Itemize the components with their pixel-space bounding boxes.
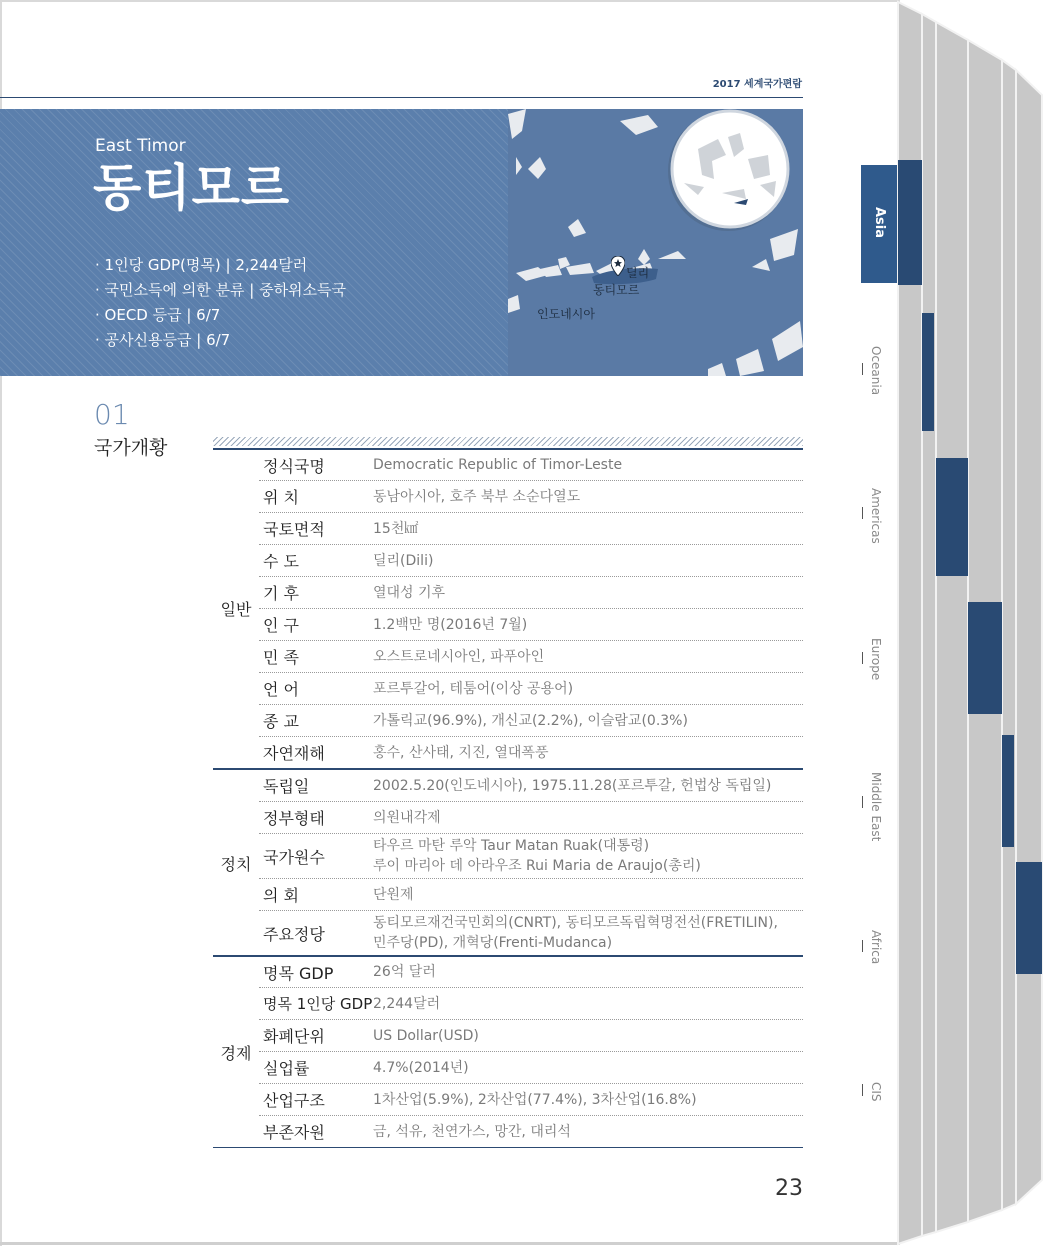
table-row [259, 577, 803, 609]
page-number: 23 [775, 1176, 803, 1201]
fact-item: · 국민소득에 의한 분류 | 중하위소득국 [95, 281, 347, 299]
row-key: 수 도 [263, 552, 299, 571]
table-row [259, 1020, 803, 1052]
row-value: 홍수, 산사태, 지진, 열대폭풍 [373, 744, 549, 761]
table-group-politics [213, 768, 803, 955]
section-title: 국가개황 [94, 437, 168, 459]
row-value: 단원제 [373, 886, 414, 903]
row-value: 2002.5.20(인도네시아), 1975.11.28(포르투갈, 헌법상 독립일) [373, 777, 772, 794]
table-row [259, 481, 803, 513]
row-value: 포르투갈어, 테툼어(이상 공용어) [373, 680, 574, 697]
table-bottom-rule [213, 1147, 803, 1148]
section-hatch-rule [213, 437, 803, 446]
table-row [259, 513, 803, 545]
location-map [508, 109, 803, 376]
row-key: 국토면적 [263, 520, 325, 539]
group-label: 일반 [220, 600, 252, 619]
tab-cis[interactable]: CIS [869, 1082, 883, 1102]
row-key: 산업구조 [263, 1091, 325, 1110]
header-rule [0, 97, 803, 98]
table-row [259, 705, 803, 737]
row-key: 화폐단위 [263, 1027, 325, 1046]
row-value-line: 민주당(PD), 개혁당(Frenti-Mudanca) [373, 935, 613, 951]
row-value: 오스트로네시아인, 파푸아인 [373, 648, 545, 665]
row-key: 자연재해 [263, 744, 325, 763]
table-row [259, 1084, 803, 1116]
table-row [259, 879, 803, 911]
row-key: 종 교 [263, 712, 299, 731]
row-key: 명목 1인당 GDP [263, 995, 373, 1013]
row-value: 4.7%(2014년) [373, 1059, 469, 1076]
row-key: 부존자원 [263, 1123, 325, 1142]
tab-label: Asia [872, 207, 887, 239]
row-value: 2,244달러 [373, 995, 441, 1012]
tab-tick [862, 507, 863, 519]
map-label-capital: 딜리 [626, 266, 650, 280]
row-key: 실업률 [263, 1059, 310, 1078]
country-name-ko: 동티모르 [93, 159, 291, 217]
row-key: 국가원수 [263, 847, 325, 867]
row-key: 민 족 [263, 648, 299, 667]
overview-table [213, 448, 803, 1148]
row-value [373, 913, 803, 953]
row-value-line: 루이 마리아 데 아라우조 Rui Maria de Araujo(총리) [373, 858, 701, 874]
map-label-country: 동티모르 [593, 283, 640, 297]
fact-item: · 공사신용등급 | 6/7 [95, 331, 231, 349]
running-head: 2017 세계국가편람 [712, 79, 802, 90]
page-border [0, 0, 900, 2]
fact-item: · 1인당 GDP(명목) | 2,244달러 [95, 256, 308, 274]
tab-oceania[interactable]: Oceania [869, 346, 883, 396]
section-number: 01 [94, 398, 130, 431]
map-label-neighbor: 인도네시아 [537, 307, 595, 321]
row-value: 1.2백만 명(2016년 7월) [373, 616, 528, 633]
row-key: 언 어 [263, 680, 299, 699]
row-key: 인 구 [263, 616, 299, 635]
row-value: 의원내각제 [373, 809, 441, 826]
tab-tick [862, 940, 863, 952]
table-row [259, 802, 803, 834]
tab-tick [862, 1084, 863, 1096]
row-key: 위 치 [263, 488, 299, 507]
tab-tick [862, 796, 863, 808]
fact-item: · OECD 등급 | 6/7 [95, 306, 221, 324]
tab-tick [862, 652, 863, 664]
tab-asia[interactable] [861, 165, 897, 283]
table-group-economy [213, 955, 803, 1147]
row-key: 주요정당 [263, 924, 325, 944]
page-border [0, 1242, 900, 1245]
table-row [259, 641, 803, 673]
group-label: 정치 [220, 855, 252, 874]
table-row [259, 673, 803, 705]
table-row [259, 911, 803, 955]
row-value [373, 836, 803, 876]
row-key: 독립일 [263, 777, 310, 796]
table-row [259, 450, 803, 481]
row-value: 15천㎢ [373, 520, 419, 537]
table-row [259, 957, 803, 988]
tab-middle-east[interactable]: Middle East [869, 772, 883, 842]
location-pin-icon [611, 256, 625, 276]
table-row [259, 1116, 803, 1147]
row-value: 26억 달러 [373, 964, 436, 980]
table-row [259, 609, 803, 641]
table-row [259, 545, 803, 577]
row-key: 정식국명 [263, 456, 325, 476]
row-value: 금, 석유, 천연가스, 망간, 대리석 [373, 1123, 571, 1140]
row-key: 기 후 [263, 584, 299, 603]
group-label: 경제 [220, 1044, 252, 1063]
table-row [259, 737, 803, 768]
row-value: 동남아시아, 호주 북부 소순다열도 [373, 488, 581, 505]
row-key: 의 회 [263, 886, 299, 905]
tab-tick [862, 363, 863, 375]
row-value: 가톨릭교(96.9%), 개신교(2.2%), 이슬람교(0.3%) [373, 712, 688, 729]
table-group-general [213, 448, 803, 768]
tab-americas[interactable]: Americas [869, 488, 883, 544]
row-value-line: 타우르 마탄 루악 Taur Matan Ruak(대통령) [373, 838, 650, 854]
table-row [259, 834, 803, 879]
row-value: 열대성 기후 [373, 584, 446, 601]
key-facts [95, 253, 346, 353]
book-edge-stack [896, 0, 1045, 1246]
tab-africa[interactable]: Africa [869, 930, 883, 965]
row-value: US Dollar(USD) [373, 1027, 479, 1044]
row-key: 정부형태 [263, 809, 325, 828]
row-value: Democratic Republic of Timor-Leste [373, 457, 623, 473]
row-value-line: 동티모르재건국민회의(CNRT), 동티모르독립혁명전선(FRETILIN), [373, 915, 778, 931]
row-value: 1차산업(5.9%), 2차산업(77.4%), 3차산업(16.8%) [373, 1091, 697, 1108]
table-row [259, 988, 803, 1020]
map-illustration [508, 109, 803, 376]
row-value: 딜리(Dili) [373, 552, 434, 569]
tab-europe[interactable]: Europe [869, 638, 883, 681]
row-key: 명목 GDP [263, 963, 334, 983]
table-row [259, 770, 803, 802]
table-row [259, 1052, 803, 1084]
country-name-en: East Timor [95, 136, 186, 156]
